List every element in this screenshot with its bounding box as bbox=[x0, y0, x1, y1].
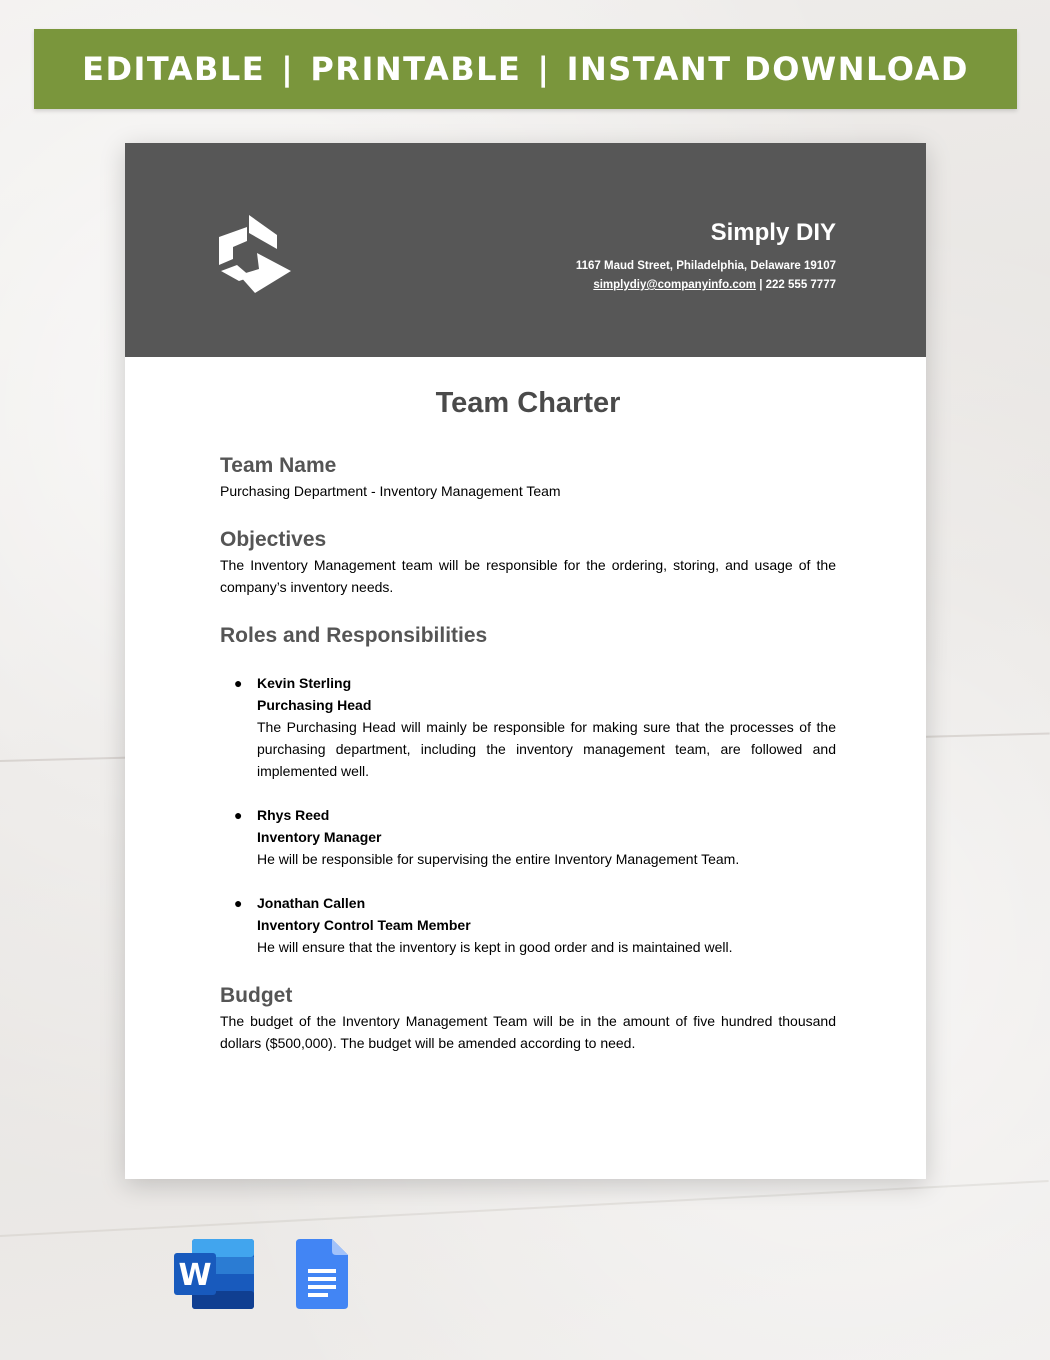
company-address: 1167 Maud Street, Philadelphia, Delaware 19107 bbox=[575, 260, 836, 272]
banner-printable: PRINTABLE bbox=[310, 50, 522, 88]
document-body bbox=[220, 357, 836, 1054]
company-info bbox=[576, 219, 836, 295]
budget-text: The budget of the Inventory Management Team will be in the amount of five hundred thousand dollars ($500,000). The budget will be amended according to need. bbox=[220, 1013, 836, 1051]
letterhead bbox=[125, 143, 926, 357]
banner-instant-download: INSTANT DOWNLOAD bbox=[566, 50, 969, 88]
role-description: He will ensure that the inventory is kept in good order and is maintained well. bbox=[257, 939, 733, 955]
budget-section bbox=[220, 984, 836, 1054]
team-name-text: Purchasing Department - Inventory Management Team bbox=[220, 483, 561, 499]
triangle-prism-logo-icon bbox=[219, 215, 295, 295]
role-person-name: Jonathan Callen bbox=[257, 895, 366, 911]
google-docs-icon bbox=[296, 1239, 348, 1309]
bullet-icon: ● bbox=[234, 675, 243, 691]
marble-vein bbox=[0, 1180, 1049, 1237]
banner-separator: | bbox=[281, 50, 295, 88]
features-banner bbox=[34, 29, 1017, 109]
objectives-text: The Inventory Management team will be responsible for the ordering, storing, and usage of the company’s inventory needs. bbox=[220, 557, 836, 595]
role-person-name: Kevin Sterling bbox=[257, 675, 352, 691]
company-name: Simply DIY bbox=[710, 219, 836, 246]
list-item bbox=[220, 672, 836, 782]
team-name-section bbox=[220, 454, 836, 502]
objectives-section bbox=[220, 528, 836, 598]
company-contact bbox=[576, 276, 836, 295]
company-email-link[interactable]: simplydiy@companyinfo.com bbox=[593, 279, 757, 291]
roles-list bbox=[220, 672, 836, 958]
bullet-icon: ● bbox=[234, 895, 243, 911]
bullet-icon: ● bbox=[234, 807, 243, 823]
role-description: He will be responsible for supervising the entire Inventory Management Team. bbox=[257, 851, 740, 867]
svg-text:W: W bbox=[178, 1258, 212, 1293]
contact-separator: | bbox=[759, 279, 763, 291]
roles-heading: Roles and Responsibilities bbox=[220, 624, 488, 647]
banner-editable: EDITABLE bbox=[82, 50, 266, 88]
role-title: Purchasing Head bbox=[257, 697, 372, 713]
objectives-heading: Objectives bbox=[220, 528, 327, 551]
company-phone: 222 555 7777 bbox=[765, 279, 836, 291]
role-title: Inventory Control Team Member bbox=[257, 917, 471, 933]
role-title: Inventory Manager bbox=[257, 829, 382, 845]
roles-section bbox=[220, 624, 836, 958]
budget-heading: Budget bbox=[220, 984, 293, 1007]
document-title: Team Charter bbox=[435, 387, 621, 419]
document-page bbox=[125, 143, 926, 1179]
list-item bbox=[220, 804, 836, 870]
banner-separator: | bbox=[537, 50, 551, 88]
team-name-heading: Team Name bbox=[220, 454, 337, 477]
role-description: The Purchasing Head will mainly be responsible for making sure that the processes of the purchasing department, including the inventory management team, are followed and implemented well. bbox=[257, 719, 836, 779]
list-item bbox=[220, 892, 836, 958]
role-person-name: Rhys Reed bbox=[257, 807, 330, 823]
microsoft-word-icon bbox=[174, 1239, 254, 1309]
